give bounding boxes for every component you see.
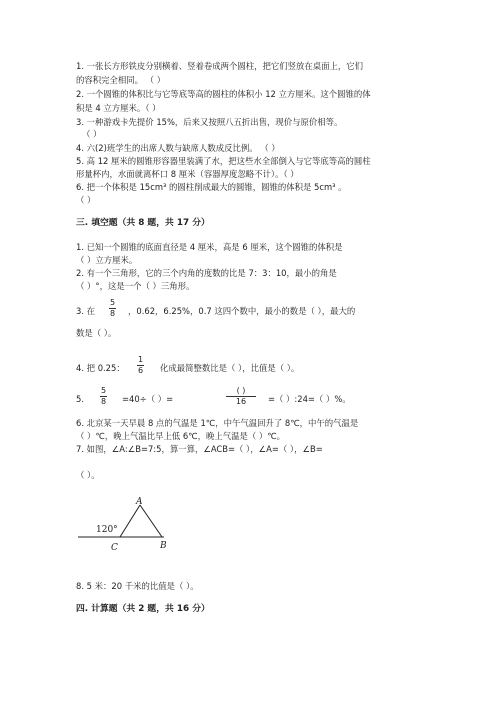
fill-q1-line1: 1. 已知一个圆锥的底面直径是 4 厘米，高是 6 厘米，这个圆锥的体积是 [76, 242, 343, 252]
judge-q3-answer: （ ） [82, 129, 102, 139]
fraction-numerator: 5 [101, 386, 107, 395]
fill-q5-part1: =40÷（ ）= [122, 394, 174, 404]
fraction-numerator: 5 [110, 298, 116, 307]
fill-q4-text: 化成最简整数比是（ ），比值是（ ）。 [160, 363, 300, 373]
fill-q3-text: ，0.62，6.25%，0.7 这四个数中，最小的数是（ ），最大的 [128, 306, 356, 316]
triangle-figure [76, 495, 186, 560]
fill-q2-line1: 2. 有一个三角形，它的三个内角的度数的比是 7：3：10，最小的角是 [76, 268, 337, 278]
judge-q1-line1: 1. 一张长方形铁皮分别横着、竖着卷成两个圆柱，把它们竖放在桌面上，它们 [76, 61, 364, 71]
fill-q1-line2: （ ）立方厘米。 [76, 255, 138, 265]
angle-label: 120° [96, 525, 118, 535]
judge-q1-line2: 的容积完全相同。 （ ） [76, 75, 166, 85]
judge-q4: 4. 六(2)班学生的出席人数与缺席人数成反比例。 （ ） [76, 143, 280, 153]
fraction-denominator: 16 [235, 397, 247, 406]
judge-q2-line1: 2. 一个圆锥的体积比与它等底等高的圆柱的体积小 12 立方厘米。这个圆锥的体 [76, 89, 371, 99]
judge-q5-line2: 形量杯内，水面就离杯口 8 厘米（容器厚度忽略不计）。（ ） [76, 169, 299, 179]
fill-q6-line1: 6. 北京某一天早晨 8 点的气温是 1℃，中午气温回升了 8℃，中午的气温是 [76, 418, 359, 428]
vertex-c-label: C [111, 543, 118, 553]
side-ca [120, 505, 140, 537]
judge-q6-line1: 6. 把一个体积是 15cm³ 的圆柱削成最大的圆锥，圆锥的体积是 5cm³ 。 [76, 182, 347, 192]
fill-q7-line2: （ ）。 [76, 470, 100, 480]
fill-q6-line2: （ ）℃，晚上气温比早上低 6℃，晚上气温是（ ）℃。 [76, 431, 286, 441]
judge-q5-line1: 5. 高 12 厘米的圆锥形容器里装满了水，把这些水全部倒入与它等底等高的圆柱 [76, 156, 371, 166]
vertex-b-label: B [160, 541, 167, 551]
fill-q5-part2: =（ ）:24=（ ）%。 [268, 394, 351, 404]
fraction-denominator: 8 [110, 309, 116, 318]
fraction-numerator: ( ) [226, 386, 256, 397]
judge-q3-line1: 3. 一种游戏卡先提价 15%，后来又按照八五折出售，现价与原价相等。 [76, 117, 343, 127]
fill-q3-prefix: 3. 在 [76, 306, 96, 316]
fraction-denominator: 6 [138, 366, 144, 375]
fill-q2-line2: （ ）°，这是一个（ ）三角形。 [76, 281, 195, 291]
fill-q5-label: 5. [76, 394, 84, 404]
fill-q5-fraction [100, 386, 107, 407]
judge-q2-line2: 积是 4 立方厘米。（ ） [76, 103, 161, 113]
fill-q5-blank-fraction [226, 386, 256, 407]
side-ab [140, 505, 162, 537]
fill-q3-line2: 数是（ ）。 [76, 328, 117, 338]
fill-q4-fraction [137, 355, 144, 376]
section-4-title: 四. 计算题（共 2 题，共 16 分） [76, 604, 210, 614]
fill-q7-line1: 7. 如图，∠A:∠B=7:5，算一算，∠ACB=（ ），∠A=（ ），∠B= [76, 444, 323, 454]
fill-q8: 8. 5 米：20 千米的比值是（ ）。 [76, 581, 199, 591]
judge-q6-answer: （ ） [76, 195, 96, 205]
fraction-numerator: 1 [138, 355, 144, 364]
fraction-denominator: 8 [101, 397, 107, 406]
vertex-a-label: A [136, 497, 143, 507]
fill-q3-fraction [109, 298, 116, 319]
fill-q4-prefix: 4. 把 0.25： [76, 363, 125, 373]
section-3-title: 三. 填空题（共 8 题，共 17 分） [76, 218, 210, 228]
